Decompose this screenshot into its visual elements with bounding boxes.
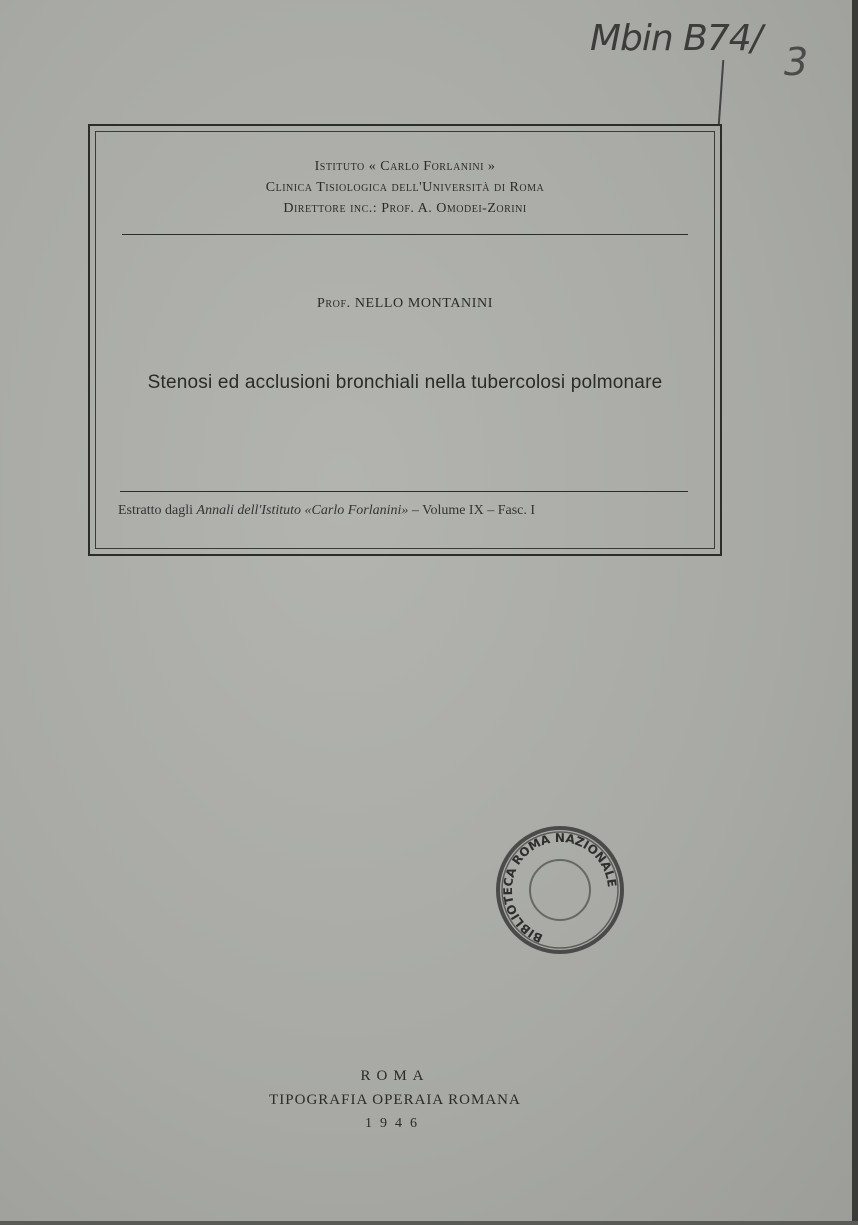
title-frame [88, 124, 722, 556]
extract-divider [120, 491, 688, 492]
svg-text:BIBLIOTECA ROMA NAZIONALE [490, 820, 630, 960]
document-title: Stenosi ed acclusioni bronchiali nella tubercolosi polmonare [147, 372, 663, 393]
handwritten-shelfmark: Mbin B74/ [590, 18, 762, 59]
header-line-director: Direttore inc.: Prof. A. Omodei-Zorini [283, 201, 527, 216]
stamp-text: BIBLIOTECA ROMA NAZIONALE [500, 830, 620, 946]
extract-suffix: – Volume IX – Fasc. I [411, 503, 536, 518]
extract-prefix: Estratto dagli [118, 503, 194, 518]
header-line-clinic: Clinica Tisiologica dell'Università di Roma [265, 180, 545, 195]
handwritten-stroke [718, 60, 725, 126]
imprint-city: ROMA [360, 1068, 430, 1084]
author-name: Prof. NELLO MONTANINI [317, 296, 493, 311]
imprint-printer: TIPOGRAFIA OPERAIA ROMANA [269, 1092, 521, 1108]
handwritten-number: 3 [784, 40, 809, 84]
extract-line [118, 503, 535, 519]
extract-journal: Annali dell'Istituto «Carlo Forlanini» [196, 503, 409, 518]
header-divider [122, 234, 688, 235]
page-edge-right [852, 0, 858, 1225]
page-edge-bottom [0, 1221, 858, 1225]
library-stamp [490, 820, 630, 960]
imprint-year: 1946 [365, 1116, 425, 1131]
header-line-institute: Istituto « Carlo Forlanini » [314, 159, 496, 174]
institution-header [90, 156, 720, 219]
